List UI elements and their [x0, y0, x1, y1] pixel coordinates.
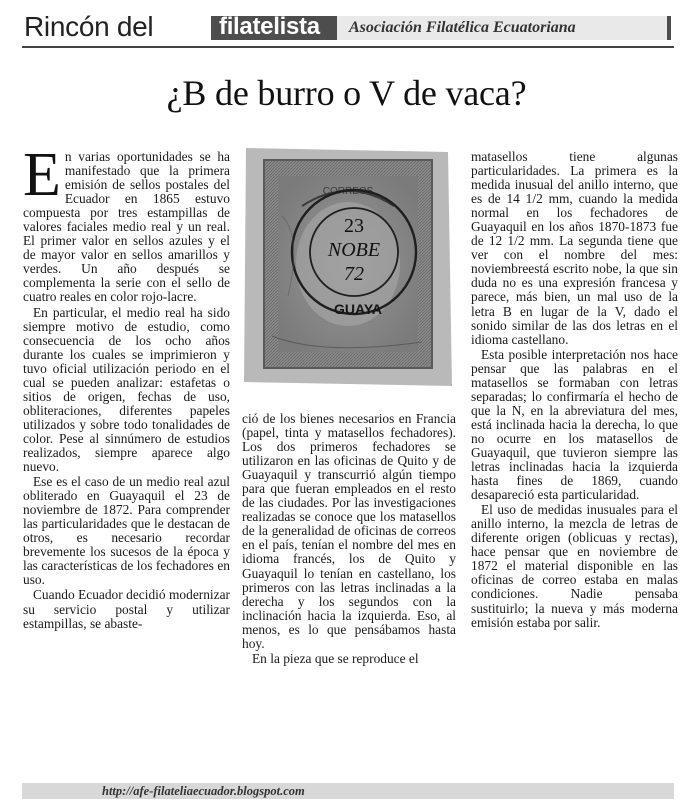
article-title: ¿B de burro o V de vaca?	[166, 73, 527, 113]
drop-cap: E	[23, 141, 61, 209]
paragraph-text: n varias oportunidades se ha manifestado que la primera emisión de sellos postales del Ecuador en 1865 estuvo compuesta por tres estampillas de valores faciales medio real y un real. El primer valor en sellos azules y el de mayor valor en sellos amarillos y verdes. Un año después se complementa la serie con el sello de cuatro reales en color rojo-lacre.	[23, 149, 230, 305]
paragraph: El uso de medidas inusuales para el anillo interno, la mezcla de letras de diferente origen (oblicuas y rectas), hace pensar que en noviembre de 1872 el material disponible en las oficinas de correo estaba en malas condiciones. Nadie pensaba sustituirlo; la nueva y más moderna emisión estaba por salir.	[471, 502, 678, 630]
paragraph: Ese es el caso de un medio real azul obliterado en Guayaquil el 23 de noviembre de 1872. Para comprender las particularidades que le destacan de otros, es necesario recordar brevemente los sucesos de la época y las características de los fechadores en uso.	[23, 474, 230, 588]
article-column-1	[23, 141, 230, 632]
paragraph: Cuando Ecuador decidió modernizar su servicio postal y utilizar estampillas, se abaste-	[23, 587, 230, 631]
postmark-day: 23	[344, 215, 364, 237]
article-column-2	[242, 412, 456, 667]
article-column-3	[471, 150, 678, 631]
paragraph: En la pieza que se reproduce el	[252, 650, 419, 666]
postmark-month: NOBE	[327, 239, 381, 261]
section-header	[0, 0, 693, 48]
paragraph: ció de los bienes necesarios en Francia (papel, tinta y matasellos fechadores). Los dos primeros fechadores se utilizaron en las oficinas de Quito y de Guayaquil y transcurrió algún tiempo para que fueran empleados en el resto de las ciudades. Por las investigaciones realizadas se conoce que los matasellos de la generalidad de oficinas de correos en el país, tenían el nombre del mes en idioma francés, los de Quito y Guayaquil lo tenían en castellano, los primeros con las letras inclinadas a la derecha y los segundos con la inclinación hacia la izquierda. Eso, al menos, es lo que pensábamos hasta hoy.	[242, 411, 456, 651]
stamp-photo	[242, 146, 456, 396]
stamp-top-text: CORREOS	[322, 186, 374, 197]
paragraph: Esta posible interpretación nos hace pensar que las palabras en el matasellos se formaban con letras separadas; lo confirmaría el hecho de que la N, en la abreviatura del mes, está inclinada hacia la derecha, lo que no ocurre en los matasellos de Guayaquil, que tuvieron siempre las letras inclinadas hacia la izquierda hasta fines de 1869, cuando desapareció esta particularidad.	[471, 346, 678, 503]
section-title-left: Rincón del	[24, 11, 154, 42]
paragraph	[23, 141, 230, 305]
footer-bar	[22, 783, 674, 799]
association-name: Asociación Filatélica Ecuatoriana	[337, 16, 667, 40]
section-title-right: filatelista	[219, 13, 320, 40]
stamp-image	[242, 146, 456, 396]
postmark-year: 72	[344, 263, 364, 285]
header-rule	[22, 46, 674, 48]
section-band	[211, 13, 671, 40]
paragraph: matasellos tiene algunas particularidades. La primera es la medida inusual del anillo interno, que es de 14 1/2 mm, cuando la medida normal en los fechadores de Guayaquil en los años 1870-1873 fue de 12 1/2 mm. La segunda tiene que ver con el nombre del mes: noviembreestá escrito nobe, la que sin duda no es una expresión francesa y parece, más bien, un mal uso de la letra B en lugar de la V, dado el sonido similar de las dos letras en el idioma castellano.	[471, 149, 678, 347]
postmark-city: GUAYA	[334, 301, 382, 317]
blog-url: http://afe-filateliaecuador.blogspot.com	[102, 784, 305, 798]
paragraph: En particular, el medio real ha sido siempre motivo de estudio, como consecuencia de los ocho años durante los cuales se imprimieron y tuvo oficial utilización periodo en el cual se pueden analizar: estafetas o sitios de origen, fechas de uso, obliteraciones, diferentes papeles utilizados y sobre todo tonalidades de color. Pese al sinnúmero de estudios realizados, siempre aparece algo nuevo.	[23, 304, 230, 475]
